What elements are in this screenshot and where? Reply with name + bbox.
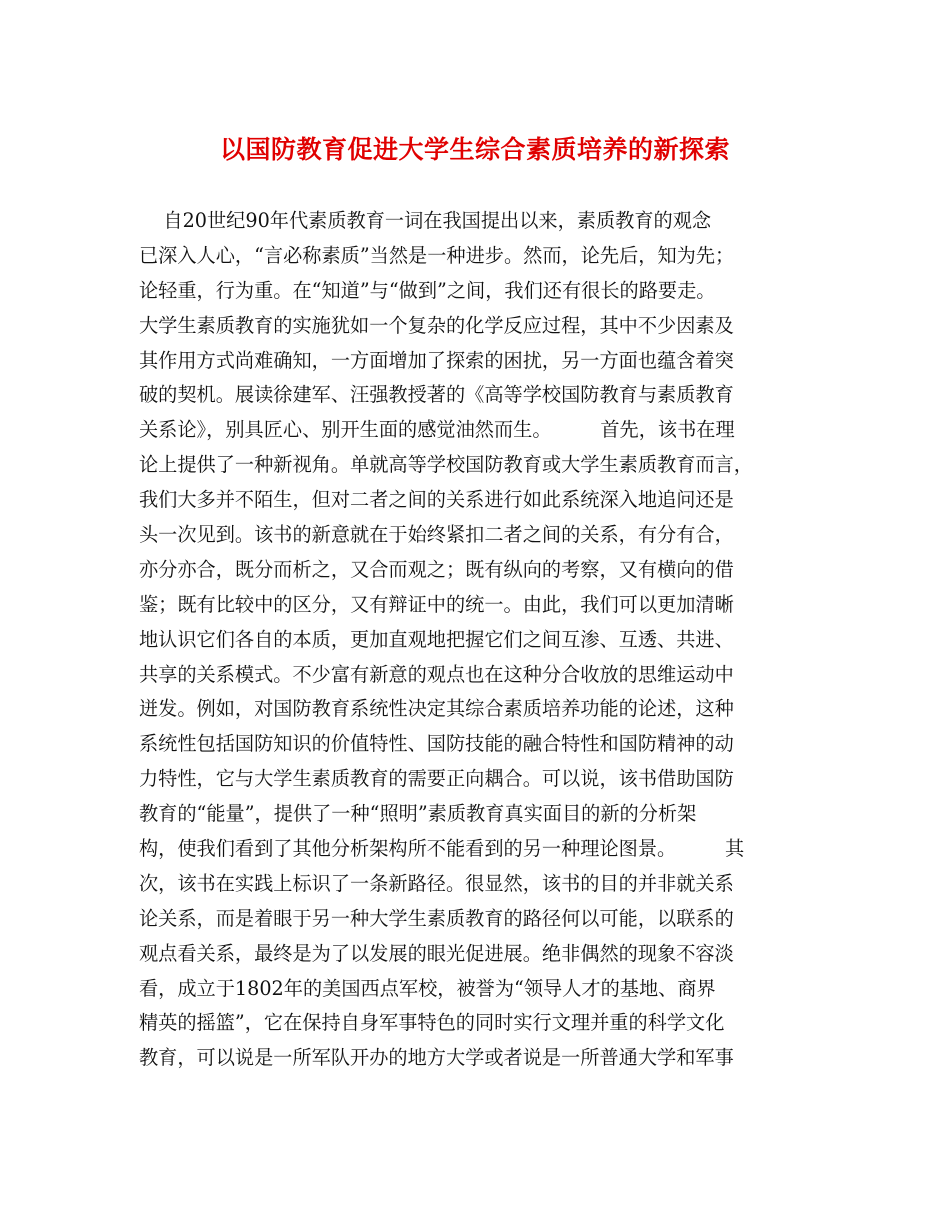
paragraph-line: 观点看关系，最终是为了以发展的眼光促进展。绝非偶然的现象不容淡 bbox=[139, 941, 734, 965]
paragraph-line: 鉴；既有比较中的区分，又有辩证中的统一。由此，我们可以更加清晰 bbox=[139, 592, 734, 616]
document-body bbox=[139, 204, 829, 1076]
paragraph-line: 论上提供了一种新视角。单就高等学校国防教育或大学生素质教育而言， bbox=[139, 453, 753, 477]
paragraph-line: 自20世纪90年代素质教育一词在我国提出以来，素质教育的观念 bbox=[139, 209, 712, 232]
paragraph-line: 系统性包括国防知识的价值特性、国防技能的融合特性和国防精神的动 bbox=[139, 732, 734, 756]
document-title: 以国防教育促进大学生综合素质培养的新探索 bbox=[219, 135, 730, 164]
paragraph-line: 迸发。例如，对国防教育系统性决定其综合素质培养功能的论述，这种 bbox=[139, 697, 734, 721]
paragraph-line: 地认识它们各自的本质，更加直观地把握它们之间互渗、互透、共进、 bbox=[139, 627, 734, 651]
paragraph-line: 我们大多并不陌生，但对二者之间的关系进行如此系统深入地追问还是 bbox=[139, 488, 734, 512]
paragraph-line: 论轻重，行为重。在“知道”与“做到”之间，我们还有很长的路要走。 bbox=[139, 278, 716, 302]
paragraph-line: 教育的“能量”，提供了一种“照明”素质教育真实面目的新的分析架 bbox=[139, 802, 697, 826]
paragraph-line: 关系论》，别具匠心、别开生面的感觉油然而生。 首先，该书在理 bbox=[139, 418, 735, 442]
paragraph-line: 共享的关系模式。不少富有新意的观点也在这种分合收放的思维运动中 bbox=[139, 662, 734, 686]
paragraph-line: 精英的摇篮”，它在保持自身军事特色的同时实行文理并重的科学文化 bbox=[139, 1011, 725, 1035]
paragraph-line: 看，成立于1802年的美国西点军校，被誉为“领导人才的基地、商界 bbox=[139, 976, 716, 1000]
paragraph-line: 次，该书在实践上标识了一条新路径。很显然，该书的目的并非就关系 bbox=[139, 871, 734, 895]
paragraph-line: 大学生素质教育的实施犹如一个复杂的化学反应过程，其中不少因素及 bbox=[139, 313, 734, 337]
paragraph-line: 构，使我们看到了其他分析架构所不能看到的另一种理论图景。 其 bbox=[139, 837, 745, 861]
paragraph-line: 已深入人心，“言必称素质”当然是一种进步。然而，论先后，知为先； bbox=[139, 243, 735, 267]
paragraph-line: 其作用方式尚难确知，一方面增加了探索的困扰，另一方面也蕴含着突 bbox=[139, 348, 734, 372]
paragraph-line: 亦分亦合，既分而析之，又合而观之；既有纵向的考察，又有横向的借 bbox=[139, 557, 734, 581]
paragraph-line: 论关系，而是着眼于另一种大学生素质教育的路径何以可能，以联系的 bbox=[139, 906, 734, 930]
paragraph-line: 力特性，它与大学生素质教育的需要正向耦合。可以说，该书借助国防 bbox=[139, 767, 734, 791]
paragraph-line: 教育，可以说是一所军队开办的地方大学或者说是一所普通大学和军事 bbox=[139, 1046, 734, 1070]
paragraph-line: 头一次见到。该书的新意就在于始终紧扣二者之间的关系，有分有合， bbox=[139, 523, 734, 547]
paragraph-line: 破的契机。展读徐建军、汪强教授著的《高等学校国防教育与素质教育 bbox=[139, 383, 734, 407]
